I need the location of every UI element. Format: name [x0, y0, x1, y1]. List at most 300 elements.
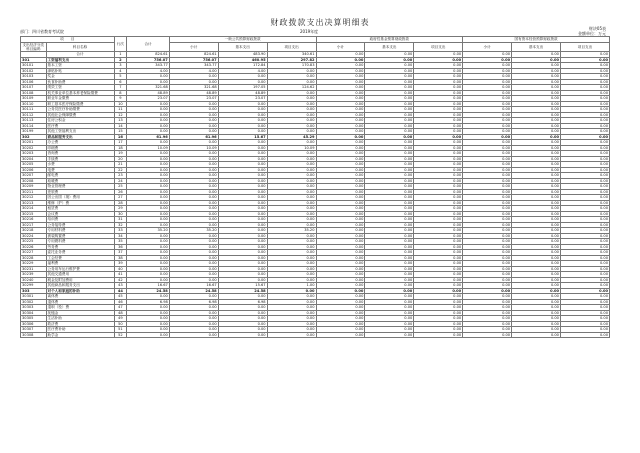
row-line-no: 39 [114, 261, 127, 267]
row-amount: 0.00 [414, 305, 463, 311]
row-name: 合计 [46, 52, 114, 58]
row-amount: 0.00 [560, 162, 609, 168]
row-code: 30101 [21, 63, 47, 69]
row-code: 30204 [21, 156, 47, 162]
row-amount: 0.00 [127, 261, 170, 267]
row-code: 30214 [21, 206, 47, 212]
row-amount: 0.00 [218, 118, 267, 124]
row-amount: 0.00 [512, 173, 561, 179]
row-amount: 0.00 [560, 332, 609, 338]
row-amount: 0.00 [169, 151, 218, 157]
row-amount: 0.00 [560, 200, 609, 206]
row-amount: 0.00 [365, 277, 414, 283]
row-amount: 0.00 [267, 74, 316, 80]
row-name: 机关事业单位基本养老保险缴费 [46, 90, 114, 96]
row-line-no: 33 [114, 228, 127, 234]
row-amount: 0.00 [560, 299, 609, 305]
row-amount: 0.00 [316, 316, 365, 322]
row-amount: 0.00 [463, 332, 512, 338]
row-code: 30213 [21, 200, 47, 206]
row-amount: 0.00 [512, 129, 561, 135]
row-code: 30109 [21, 96, 47, 102]
row-amount: 0.00 [463, 299, 512, 305]
row-amount: 0.00 [414, 101, 463, 107]
row-amount: 0.00 [267, 112, 316, 118]
row-amount: 35.20 [267, 228, 316, 234]
row-amount: 0.00 [463, 305, 512, 311]
row-amount: 0.00 [512, 200, 561, 206]
row-name: 培训费 [46, 217, 114, 223]
row-amount: 4.00 [127, 68, 170, 74]
row-name: 其他社会保障缴费 [46, 112, 114, 118]
row-amount: 24.58 [169, 288, 218, 294]
row-name: 委托业务费 [46, 250, 114, 256]
row-line-no: 52 [114, 332, 127, 338]
row-amount: 0.00 [512, 283, 561, 289]
row-line-no: 32 [114, 222, 127, 228]
header-group-fund: 政府性基金预算财政拨款 [316, 37, 463, 43]
row-amount: 0.00 [463, 178, 512, 184]
row-name: 其他商品和服务支出 [46, 283, 114, 289]
row-amount: 0.00 [218, 228, 267, 234]
row-amount: 0.00 [463, 123, 512, 129]
row-amount: 0.00 [560, 283, 609, 289]
row-amount: 0.00 [169, 123, 218, 129]
row-amount: 0.00 [316, 79, 365, 85]
row-amount: 321.68 [169, 85, 218, 91]
row-amount: 61.96 [127, 134, 170, 140]
row-line-no: 38 [114, 255, 127, 261]
row-amount: 0.00 [414, 156, 463, 162]
row-name: 福利费 [46, 261, 114, 267]
row-amount: 0.00 [169, 173, 218, 179]
row-amount: 0.00 [127, 118, 170, 124]
row-code: 30111 [21, 107, 47, 113]
row-amount: 0.00 [365, 327, 414, 333]
row-amount: 0.00 [414, 211, 463, 217]
row-amount: 0.00 [560, 57, 609, 63]
row-amount: 0.00 [463, 288, 512, 294]
row-amount: 0.00 [267, 123, 316, 129]
row-amount: 0.00 [512, 244, 561, 250]
row-amount: 0.00 [218, 277, 267, 283]
row-amount: 0.00 [169, 244, 218, 250]
row-amount: 35.20 [127, 228, 170, 234]
row-name: 公务接待费 [46, 222, 114, 228]
row-amount: 0.00 [218, 272, 267, 278]
row-amount: 0.00 [560, 288, 609, 294]
row-amount: 0.00 [463, 140, 512, 146]
row-amount: 0.00 [560, 250, 609, 256]
row-name: 绩效工资 [46, 85, 114, 91]
row-name: 公务用车运行维护费 [46, 266, 114, 272]
row-amount: 0.00 [218, 321, 267, 327]
row-amount: 0.00 [365, 112, 414, 118]
row-amount: 0.00 [316, 239, 365, 245]
row-amount: 0.00 [218, 112, 267, 118]
row-amount: 0.00 [463, 79, 512, 85]
row-code: 30218 [21, 228, 47, 234]
row-amount: 0.00 [463, 162, 512, 168]
row-amount: 0.00 [560, 101, 609, 107]
row-amount: 0.00 [169, 294, 218, 300]
row-amount: 0.00 [218, 316, 267, 322]
row-amount: 0.00 [463, 173, 512, 179]
row-amount: 0.00 [267, 266, 316, 272]
row-amount: 0.00 [463, 63, 512, 69]
row-amount: 340.61 [267, 52, 316, 58]
row-amount: 0.00 [316, 189, 365, 195]
row-amount: 0.00 [414, 228, 463, 234]
row-amount: 0.00 [365, 233, 414, 239]
row-amount: 0.00 [463, 57, 512, 63]
row-amount: 297.82 [267, 57, 316, 63]
row-amount: 0.00 [414, 250, 463, 256]
row-amount: 0.00 [267, 162, 316, 168]
row-amount: 0.00 [267, 327, 316, 333]
row-amount: 0.00 [560, 310, 609, 316]
row-amount: 0.00 [512, 178, 561, 184]
unit-name: 部门：四川省教育考试院 [20, 29, 64, 34]
row-line-no: 20 [114, 156, 127, 162]
row-line-no: 44 [114, 288, 127, 294]
row-amount: 0.00 [414, 244, 463, 250]
row-line-no: 36 [114, 244, 127, 250]
row-amount: 6.98 [218, 299, 267, 305]
row-amount: 0.00 [316, 52, 365, 58]
row-code: 30226 [21, 244, 47, 250]
row-amount: 0.00 [267, 101, 316, 107]
form-number: 财决05表 [588, 26, 606, 31]
row-amount: 0.00 [127, 222, 170, 228]
row-amount: 0.00 [560, 134, 609, 140]
row-amount: 0.00 [414, 272, 463, 278]
row-amount: 0.00 [316, 272, 365, 278]
header-name: 科目名称 [46, 43, 114, 52]
row-amount: 6.98 [127, 299, 170, 305]
row-amount: 0.00 [365, 310, 414, 316]
row-amount: 0.00 [218, 123, 267, 129]
row-amount: 0.00 [414, 74, 463, 80]
row-amount: 0.00 [512, 189, 561, 195]
row-line-no: 37 [114, 250, 127, 256]
row-code: 30307 [21, 327, 47, 333]
row-amount: 0.00 [560, 195, 609, 201]
row-amount: 0.00 [316, 184, 365, 190]
row-amount: 0.00 [316, 299, 365, 305]
row-amount: 0.00 [365, 294, 414, 300]
row-amount: 0.00 [169, 79, 218, 85]
row-amount: 0.00 [316, 162, 365, 168]
row-line-no: 35 [114, 239, 127, 245]
row-amount: 0.00 [365, 195, 414, 201]
header-subtotal: 小计 [169, 43, 218, 52]
header-basic: 基本支出 [512, 43, 561, 52]
row-amount: 0.00 [512, 140, 561, 146]
row-amount: 0.00 [316, 250, 365, 256]
row-name: 被装购置费 [46, 233, 114, 239]
row-name: 工会经费 [46, 255, 114, 261]
row-amount: 0.00 [560, 96, 609, 102]
row-amount: 0.00 [316, 96, 365, 102]
row-amount: 0.00 [512, 151, 561, 157]
row-amount: 0.00 [316, 63, 365, 69]
row-amount: 0.00 [414, 255, 463, 261]
row-amount: 0.00 [218, 294, 267, 300]
row-amount: 0.00 [512, 272, 561, 278]
row-amount: 0.00 [463, 74, 512, 80]
row-name: 住房公积金 [46, 118, 114, 124]
row-code: 30201 [21, 140, 47, 146]
row-amount: 0.00 [316, 294, 365, 300]
row-amount: 0.00 [267, 321, 316, 327]
row-amount: 0.00 [463, 156, 512, 162]
row-amount: 45.29 [267, 134, 316, 140]
row-code: 30301 [21, 294, 47, 300]
row-amount: 0.00 [127, 332, 170, 338]
row-amount: 343.77 [169, 63, 218, 69]
row-amount: 0.00 [365, 288, 414, 294]
row-name: 商品和服务支出 [46, 134, 114, 140]
row-amount: 48.89 [218, 90, 267, 96]
expenditure-table [20, 36, 610, 338]
row-amount: 0.00 [463, 283, 512, 289]
row-amount: 0.00 [560, 244, 609, 250]
row-amount: 0.00 [512, 233, 561, 239]
header-basic: 基本支出 [365, 43, 414, 52]
row-line-no: 6 [114, 79, 127, 85]
row-amount: 197.05 [218, 85, 267, 91]
row-amount: 0.00 [316, 107, 365, 113]
row-amount: 0.00 [512, 228, 561, 234]
row-amount: 0.00 [316, 211, 365, 217]
row-line-no: 46 [114, 299, 127, 305]
row-amount: 0.00 [316, 217, 365, 223]
row-amount: 0.00 [512, 217, 561, 223]
row-line-no: 18 [114, 145, 127, 151]
row-amount: 0.00 [127, 217, 170, 223]
row-amount: 0.00 [316, 140, 365, 146]
row-code: 30112 [21, 112, 47, 118]
row-amount: 0.00 [218, 173, 267, 179]
row-amount: 0.00 [267, 173, 316, 179]
row-amount: 0.00 [560, 261, 609, 267]
row-amount: 0.00 [463, 112, 512, 118]
row-amount: 0.00 [267, 244, 316, 250]
row-amount: 48.89 [127, 90, 170, 96]
row-amount: 756.07 [127, 57, 170, 63]
row-name: 手续费 [46, 156, 114, 162]
row-amount: 0.00 [414, 200, 463, 206]
row-amount: 0.00 [316, 321, 365, 327]
row-amount: 0.00 [560, 68, 609, 74]
row-name: 津贴补贴 [46, 68, 114, 74]
row-amount: 0.00 [169, 178, 218, 184]
row-amount: 0.00 [414, 85, 463, 91]
row-line-no: 23 [114, 173, 127, 179]
row-amount: 0.00 [169, 162, 218, 168]
header-project: 项 目 [21, 37, 115, 43]
row-amount: 0.00 [365, 118, 414, 124]
row-amount: 0.00 [365, 156, 414, 162]
row-code: 302 [21, 134, 47, 140]
row-amount: 0.00 [463, 244, 512, 250]
row-amount: 0.00 [512, 57, 561, 63]
row-amount: 0.00 [316, 123, 365, 129]
row-amount: 0.00 [560, 178, 609, 184]
row-line-no: 30 [114, 211, 127, 217]
row-code: 30215 [21, 211, 47, 217]
row-amount: 0.00 [316, 118, 365, 124]
row-amount: 0.00 [463, 145, 512, 151]
row-line-no: 3 [114, 63, 127, 69]
row-amount: 0.00 [169, 305, 218, 311]
row-amount: 0.00 [218, 129, 267, 135]
row-amount: 0.00 [414, 134, 463, 140]
row-amount: 0.00 [316, 288, 365, 294]
row-name: 办公费 [46, 140, 114, 146]
row-name: 退职（役）费 [46, 305, 114, 311]
row-amount: 0.00 [218, 200, 267, 206]
row-amount: 0.00 [512, 211, 561, 217]
row-amount: 460.95 [218, 57, 267, 63]
row-amount: 0.00 [463, 261, 512, 267]
row-amount: 0.00 [169, 277, 218, 283]
row-line-no: 12 [114, 112, 127, 118]
row-amount: 0.00 [267, 206, 316, 212]
row-line-no: 29 [114, 206, 127, 212]
row-amount: 0.00 [218, 211, 267, 217]
row-amount: 0.00 [169, 167, 218, 173]
row-amount: 0.00 [560, 79, 609, 85]
row-line-no: 31 [114, 217, 127, 223]
row-amount: 0.00 [414, 206, 463, 212]
row-name: 对个人和家庭的补助 [46, 288, 114, 294]
row-amount: 0.00 [560, 156, 609, 162]
row-amount: 0.00 [169, 332, 218, 338]
row-amount: 0.00 [560, 277, 609, 283]
row-code: 30206 [21, 167, 47, 173]
row-amount: 0.00 [414, 327, 463, 333]
row-amount: 0.00 [512, 112, 561, 118]
row-line-no: 51 [114, 327, 127, 333]
row-amount: 0.00 [365, 96, 414, 102]
row-amount: 0.00 [218, 239, 267, 245]
row-amount: 0.00 [267, 151, 316, 157]
row-amount: 0.00 [169, 316, 218, 322]
row-amount: 0.00 [512, 288, 561, 294]
row-amount: 0.00 [463, 90, 512, 96]
row-line-no: 42 [114, 277, 127, 283]
row-name: 退休费 [46, 299, 114, 305]
row-amount: 0.00 [560, 206, 609, 212]
row-amount: 0.00 [512, 63, 561, 69]
row-name: 助学金 [46, 332, 114, 338]
row-amount: 0.00 [169, 261, 218, 267]
row-amount: 0.00 [169, 327, 218, 333]
row-name: 维修（护）费 [46, 200, 114, 206]
row-amount: 0.00 [512, 101, 561, 107]
row-amount: 0.00 [512, 277, 561, 283]
row-amount: 0.00 [267, 195, 316, 201]
row-amount: 0.00 [169, 140, 218, 146]
row-amount: 0.00 [463, 107, 512, 113]
row-amount: 0.00 [127, 101, 170, 107]
row-amount: 0.00 [169, 255, 218, 261]
row-amount: 0.00 [267, 288, 316, 294]
row-amount: 0.00 [512, 85, 561, 91]
row-amount: 0.00 [414, 233, 463, 239]
row-code: 30209 [21, 184, 47, 190]
header-project-exp: 项目支出 [267, 43, 316, 52]
header-group-general: 一般公共预算财政拨款 [169, 37, 316, 43]
row-amount: 0.00 [560, 294, 609, 300]
row-amount: 0.00 [512, 145, 561, 151]
row-amount: 0.00 [267, 222, 316, 228]
row-amount: 24.58 [218, 288, 267, 294]
row-amount: 0.00 [127, 310, 170, 316]
row-amount: 0.00 [365, 107, 414, 113]
row-amount: 0.00 [512, 261, 561, 267]
row-amount: 0.00 [127, 250, 170, 256]
row-line-no: 13 [114, 118, 127, 124]
row-amount: 0.00 [267, 316, 316, 322]
row-name: 因公出国（境）费用 [46, 195, 114, 201]
row-code: 30113 [21, 118, 47, 124]
row-amount: 0.00 [365, 255, 414, 261]
row-amount: 0.00 [463, 266, 512, 272]
row-amount: 0.00 [267, 217, 316, 223]
row-amount: 0.00 [463, 222, 512, 228]
row-code: 30107 [21, 85, 47, 91]
row-amount: 0.00 [560, 189, 609, 195]
row-amount: 0.00 [267, 129, 316, 135]
row-amount: 0.00 [414, 222, 463, 228]
row-amount: 0.00 [267, 239, 316, 245]
row-code: 30216 [21, 217, 47, 223]
row-amount: 10.09 [127, 145, 170, 151]
row-amount: 0.00 [267, 272, 316, 278]
row-amount: 0.00 [316, 68, 365, 74]
row-amount: 0.00 [316, 277, 365, 283]
row-amount: 0.00 [365, 63, 414, 69]
row-amount: 0.00 [365, 244, 414, 250]
page-title: 财政拨款支出决算明细表 [270, 18, 370, 27]
row-amount: 0.00 [560, 255, 609, 261]
row-amount: 0.00 [560, 167, 609, 173]
row-amount: 0.00 [316, 255, 365, 261]
row-amount: 0.00 [365, 332, 414, 338]
row-amount: 0.00 [218, 217, 267, 223]
row-code: 30102 [21, 68, 47, 74]
row-amount: 0.00 [512, 52, 561, 58]
row-line-no: 50 [114, 321, 127, 327]
row-amount: 0.00 [414, 167, 463, 173]
row-amount: 0.00 [267, 250, 316, 256]
row-name: 劳务费 [46, 244, 114, 250]
row-amount: 0.00 [365, 57, 414, 63]
row-amount: 0.00 [463, 310, 512, 316]
header-basic: 基本支出 [218, 43, 267, 52]
row-line-no: 14 [114, 123, 127, 129]
row-code: 30202 [21, 145, 47, 151]
row-amount: 0.00 [365, 134, 414, 140]
row-amount: 0.00 [127, 233, 170, 239]
row-amount: 4.00 [169, 68, 218, 74]
row-amount: 0.00 [365, 217, 414, 223]
row-amount: 0.00 [414, 316, 463, 322]
row-amount: 0.00 [316, 283, 365, 289]
